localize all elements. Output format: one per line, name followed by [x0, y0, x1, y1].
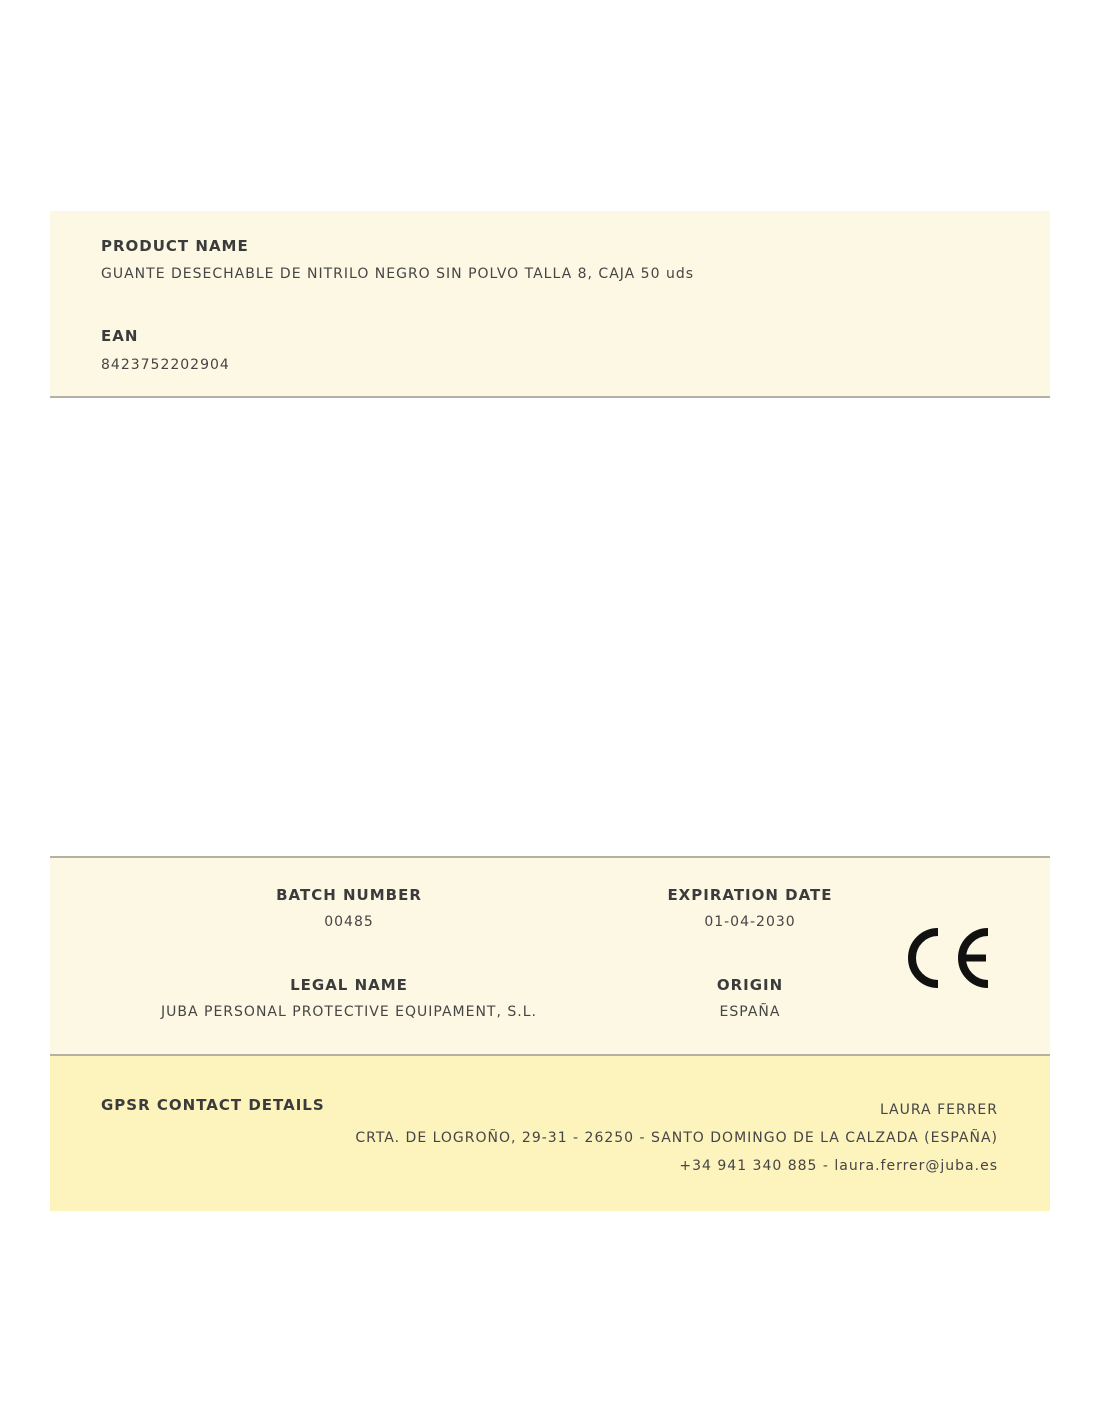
expiration-date-label: EXPIRATION DATE: [667, 886, 833, 904]
contact-details: [355, 1096, 998, 1180]
legal-name-label: LEGAL NAME: [290, 976, 408, 994]
origin-cell: [550, 976, 950, 1020]
expiration-date-value: 01-04-2030: [704, 914, 796, 930]
batch-number-value: 00485: [324, 914, 374, 930]
product-info-panel: [50, 211, 1050, 398]
ce-mark-icon: [908, 928, 992, 988]
ean-label: EAN: [101, 327, 139, 345]
gpsr-contact-label: GPSR CONTACT DETAILS: [101, 1096, 325, 1114]
origin-value: ESPAÑA: [719, 1004, 781, 1020]
legal-name-value: JUBA PERSONAL PROTECTIVE EQUIPAMENT, S.L.: [161, 1004, 537, 1020]
product-details-panel: [50, 856, 1050, 1056]
product-name-value: GUANTE DESECHABLE DE NITRILO NEGRO SIN POLVO TALLA 8, CAJA 50 uds: [101, 266, 694, 282]
product-name-label: PRODUCT NAME: [101, 237, 249, 255]
contact-address: CRTA. DE LOGROÑO, 29-31 - 26250 - SANTO DOMINGO DE LA CALZADA (ESPAÑA): [355, 1130, 998, 1146]
contact-name: LAURA FERRER: [879, 1102, 998, 1118]
legal-name-cell: [99, 976, 599, 1020]
contact-phone-email: +34 941 340 885 - laura.ferrer@juba.es: [679, 1158, 998, 1174]
batch-number-cell: [99, 886, 599, 930]
ean-value: 8423752202904: [101, 357, 230, 373]
origin-label: ORIGIN: [716, 976, 784, 994]
batch-number-label: BATCH NUMBER: [276, 886, 422, 904]
expiration-date-cell: [550, 886, 950, 930]
gpsr-contact-panel: [50, 1056, 1050, 1211]
